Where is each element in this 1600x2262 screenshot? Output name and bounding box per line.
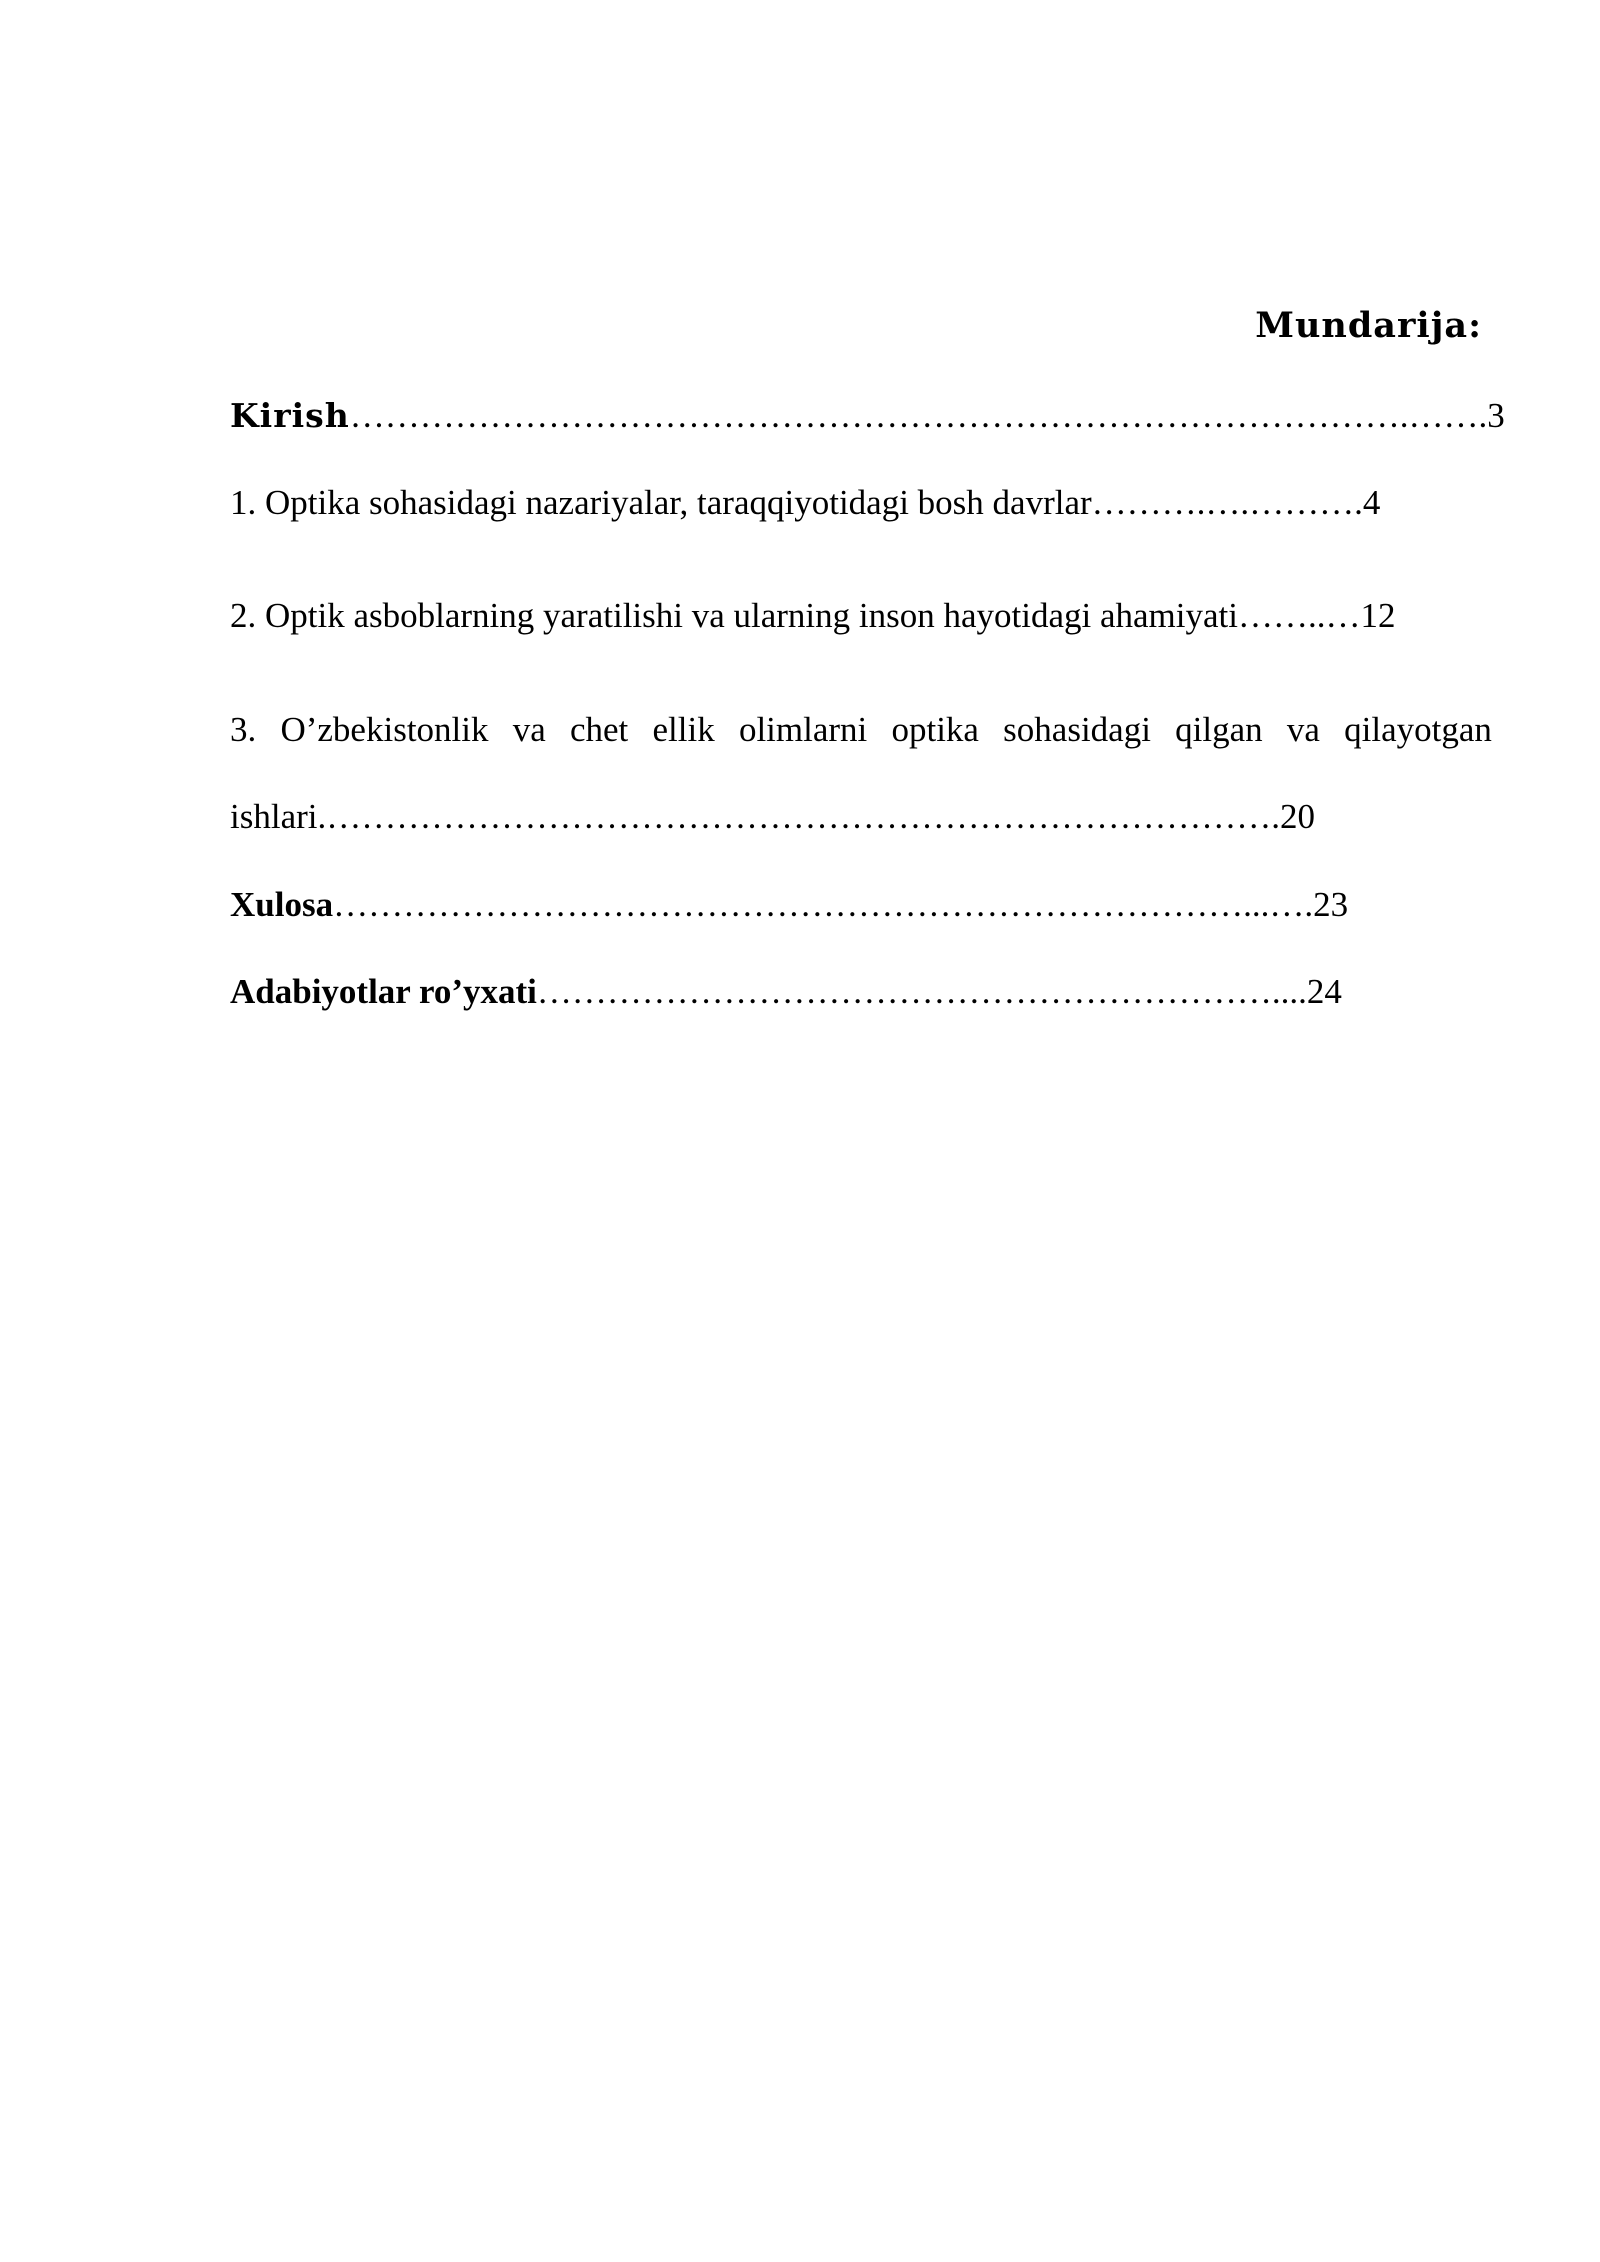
toc-entry-leader: ………………………………………………………………………. (326, 797, 1280, 836)
toc-entry-word: chet (569, 710, 629, 749)
toc-entry-word: ellik (652, 710, 715, 749)
toc-entry-page: 4 (1362, 483, 1381, 522)
toc-entry-1 (230, 482, 1380, 524)
toc-entry-page: 20 (1279, 797, 1315, 836)
toc-entry-label: 2. Optik asboblarning yaratilishi va ularning inson hayotidagi ahamiyati (230, 596, 1238, 635)
toc-entry-label: Xulosa (230, 885, 334, 924)
toc-entry-word: 3. (230, 710, 257, 749)
toc-entry-leader: ……..… (1238, 596, 1361, 635)
toc-entry-page: 3 (1487, 396, 1505, 435)
toc-entry-word: qilgan (1175, 710, 1263, 749)
toc-entry-leader: ……………………………………………………………………...… (333, 885, 1305, 924)
toc-entry-page: 12 (1360, 596, 1396, 635)
toc-entry-word: va (512, 710, 546, 749)
toc-entry-page: 24 (1306, 972, 1342, 1011)
toc-entry-2 (230, 595, 1396, 637)
toc-title: Mundarija: (1255, 305, 1482, 346)
toc-entry-word: va (1286, 710, 1320, 749)
toc-entry-word: O’zbekistonlik (280, 710, 489, 749)
toc-entry-word: sohasidagi (1003, 710, 1151, 749)
toc-entry-leader: ……………………………………………………………………………….……. (349, 396, 1488, 435)
toc-entry-xulosa (230, 884, 1348, 926)
toc-entry-label-line (230, 709, 1492, 751)
toc-entry-leader: ……….….………. (1091, 483, 1363, 522)
toc-entry-3-continuation (230, 796, 1315, 838)
toc-entry-leader: ……………………………………………………….... (536, 972, 1307, 1011)
toc-entry-label: 1. Optika sohasidagi nazariyalar, taraqqiyotidagi bosh davrlar (230, 483, 1092, 522)
toc-entry-label: Adabiyotlar ro’yxati (230, 972, 537, 1011)
toc-entry-word: optika (891, 710, 979, 749)
toc-entry-label: ishlari. (230, 797, 327, 836)
toc-entry-3 (230, 709, 1492, 751)
toc-entry-kirish (230, 395, 1505, 437)
toc-entry-adabiyotlar (230, 971, 1342, 1013)
toc-entry-page: .23 (1304, 885, 1349, 924)
toc-entry-label: Kirish (230, 396, 350, 435)
toc-entry-word: qilayotgan (1344, 710, 1492, 749)
toc-entry-word: olimlarni (738, 710, 868, 749)
